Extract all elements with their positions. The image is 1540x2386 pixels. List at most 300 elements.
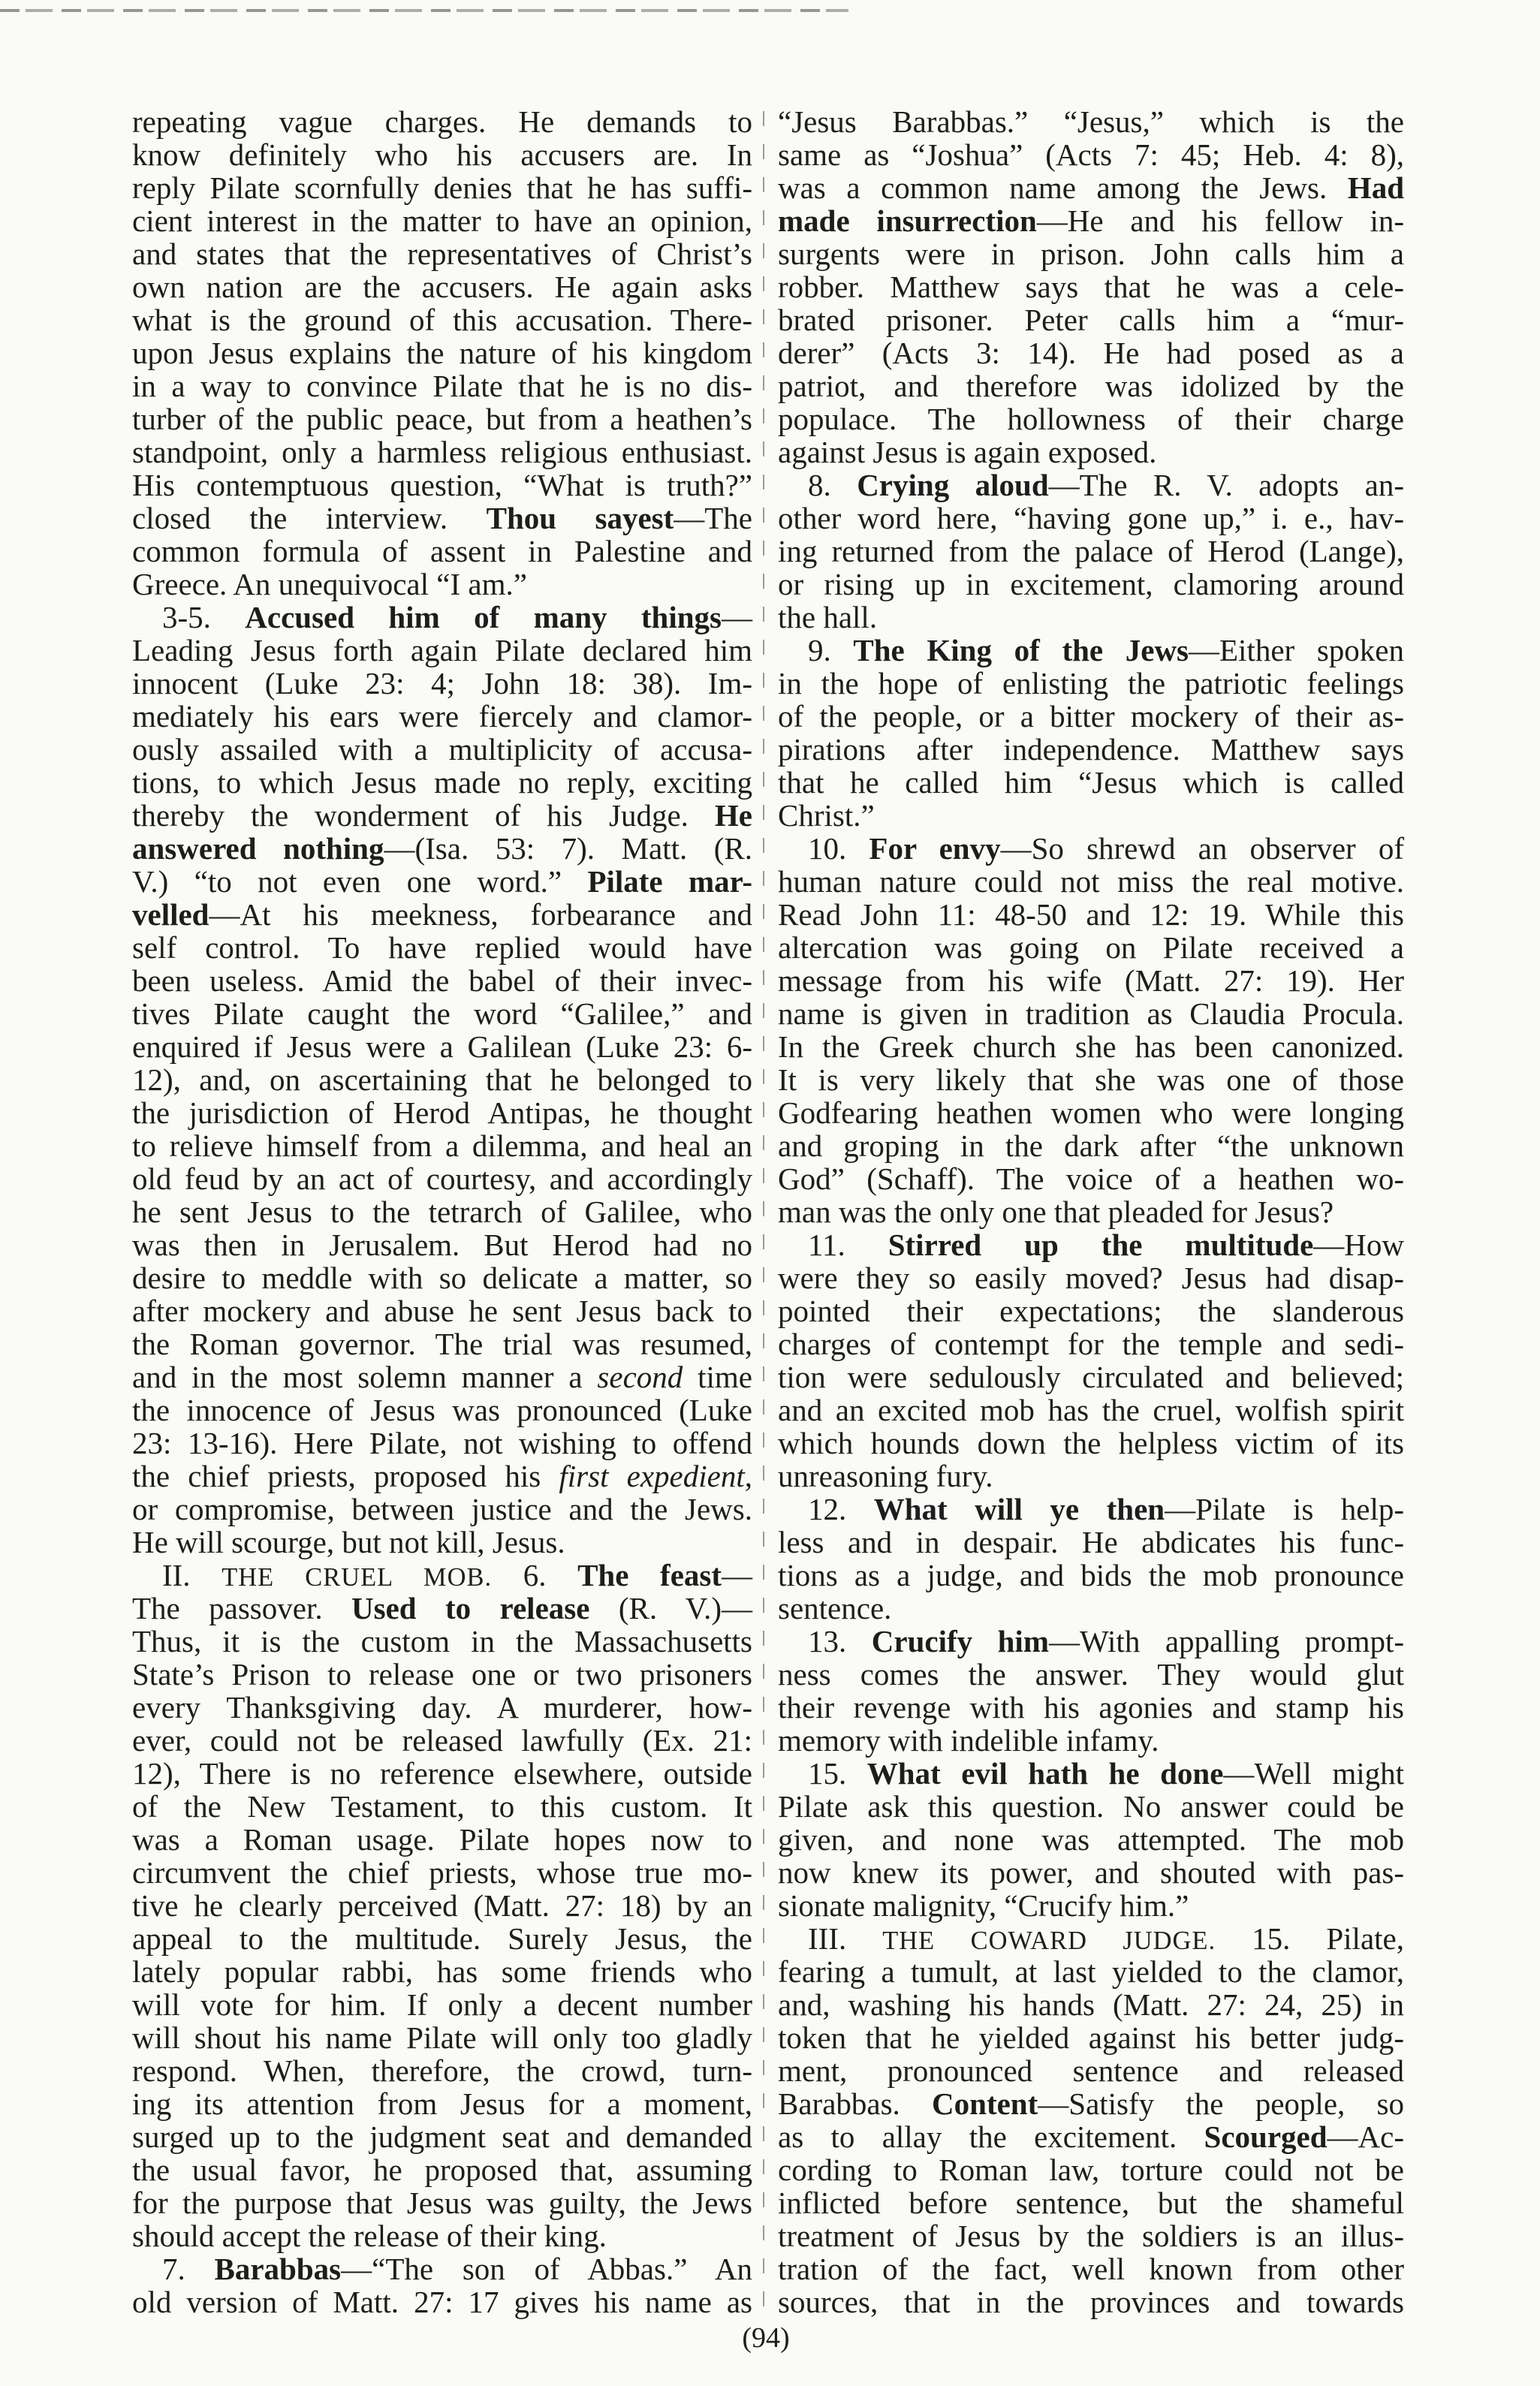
text-line bbox=[778, 766, 1404, 799]
text-run: were they so easily moved? Jesus had disap- bbox=[778, 1261, 1404, 1295]
text-run: will shout his name Pilate will only too gladly bbox=[132, 2020, 752, 2055]
text-run: ness comes the answer. They would glut bbox=[778, 1657, 1404, 1692]
paragraph bbox=[778, 832, 1404, 1228]
text-run: turber of the public peace, but from a heathen’s bbox=[132, 402, 752, 436]
text-run: 12), and, on ascertaining that he belonged to bbox=[132, 1062, 752, 1097]
text-run: been useless. Amid the babel of their invec- bbox=[132, 963, 752, 998]
text-line bbox=[778, 832, 1404, 865]
text-line bbox=[132, 1493, 752, 1526]
text-run: Pilate ask this question. No answer could be bbox=[778, 1789, 1404, 1824]
text-line bbox=[778, 1889, 1404, 1922]
text-run: , bbox=[744, 1459, 752, 1493]
text-line bbox=[778, 502, 1404, 535]
text-run: 15. bbox=[808, 1756, 867, 1791]
text-run: robber. Matthew says that he was a cele- bbox=[778, 270, 1404, 304]
text-run: the Roman governor. The trial was resumed, bbox=[132, 1327, 752, 1361]
text-run: repeating vague charges. He demands to bbox=[132, 104, 752, 139]
text-run: token that he yielded against his better judg- bbox=[778, 2020, 1404, 2055]
text-run: ing its attention from Jesus for a moment, bbox=[132, 2086, 752, 2121]
text-run: —The R. V. adopts an- bbox=[1048, 468, 1405, 502]
text-run: self control. To have replied would have bbox=[132, 930, 752, 965]
text-line bbox=[778, 1790, 1404, 1823]
text-run: The passover. bbox=[132, 1591, 351, 1625]
text-run: ment, pronounced sentence and released bbox=[778, 2053, 1404, 2088]
text-run: — bbox=[722, 1558, 753, 1592]
text-line bbox=[132, 1559, 752, 1592]
text-run: enquired if Jesus were a Galilean (Luke 23: 6- bbox=[132, 1029, 752, 1064]
text-run: pirations after independence. Matthew says bbox=[778, 732, 1404, 767]
bold-term: Accused him of many things bbox=[245, 600, 722, 634]
text-line bbox=[132, 1261, 752, 1294]
text-line bbox=[132, 171, 752, 204]
text-line bbox=[778, 1724, 1404, 1757]
text-run: in the hope of enlisting the patriotic feelings bbox=[778, 666, 1404, 700]
text-run: was a common name among the Jews. bbox=[778, 170, 1348, 205]
text-run: Godfearing heathen women who were longing bbox=[778, 1095, 1404, 1130]
text-run: as to allay the excitement. bbox=[778, 2119, 1204, 2154]
text-line bbox=[132, 1526, 752, 1559]
column-rule bbox=[763, 111, 764, 2320]
paragraph bbox=[132, 1559, 752, 2252]
text-run: name is given in tradition as Claudia Procula. bbox=[778, 996, 1404, 1031]
text-line bbox=[132, 799, 752, 832]
text-line bbox=[132, 766, 752, 799]
text-line bbox=[132, 2219, 752, 2252]
text-run: —Ac- bbox=[1327, 2119, 1404, 2154]
text-line bbox=[778, 2054, 1404, 2087]
text-line bbox=[132, 105, 752, 138]
text-run: Leading Jesus forth again Pilate declared him bbox=[132, 633, 752, 667]
text-line bbox=[778, 1327, 1404, 1360]
text-run: and an excited mob has the cruel, wolfish spirit bbox=[778, 1393, 1404, 1427]
text-run: and in the most solemn manner a bbox=[132, 1360, 598, 1394]
text-line bbox=[132, 1823, 752, 1856]
text-run: the hall. bbox=[778, 600, 878, 634]
text-line bbox=[778, 369, 1404, 402]
text-run: was a Roman usage. Pilate hopes now to bbox=[132, 1822, 752, 1857]
text-line bbox=[132, 336, 752, 369]
text-run: ing returned from the palace of Herod (Lange), bbox=[778, 534, 1404, 568]
text-line bbox=[132, 634, 752, 667]
text-line bbox=[778, 700, 1404, 733]
text-line bbox=[132, 1889, 752, 1922]
text-line bbox=[132, 2285, 752, 2318]
bold-term: Used to release bbox=[351, 1591, 590, 1625]
paragraph bbox=[132, 601, 752, 1559]
text-run: tions, to which Jesus made no reply, exciting bbox=[132, 765, 752, 800]
text-run: —Pilate is help- bbox=[1165, 1492, 1404, 1526]
text-run: the innocence of Jesus was pronounced (Luke bbox=[132, 1393, 752, 1427]
text-run: human nature could not miss the real motive. bbox=[778, 864, 1404, 899]
text-line bbox=[132, 1757, 752, 1790]
text-line bbox=[132, 1360, 752, 1393]
text-line bbox=[132, 1724, 752, 1757]
text-line bbox=[132, 865, 752, 898]
text-run: populace. The hollowness of their charge bbox=[778, 402, 1404, 436]
text-run: Christ.” bbox=[778, 798, 875, 833]
text-run: own nation are the accusers. He again asks bbox=[132, 270, 752, 304]
left-column bbox=[132, 105, 752, 2318]
text-run: innocent (Luke 23: 4; John 18: 38). Im- bbox=[132, 666, 752, 700]
text-line bbox=[132, 2021, 752, 2054]
text-run: or rising up in excitement, clamoring around bbox=[778, 567, 1404, 601]
text-run: will vote for him. If only a decent number bbox=[132, 1987, 752, 2022]
text-line bbox=[778, 2087, 1404, 2120]
paragraph bbox=[778, 634, 1404, 832]
text-line bbox=[778, 1426, 1404, 1460]
text-line bbox=[778, 402, 1404, 435]
text-run: know definitely who his accusers are. In bbox=[132, 137, 752, 172]
text-line bbox=[778, 1063, 1404, 1096]
text-run: less and in despair. He abdicates his func- bbox=[778, 1525, 1404, 1559]
section-heading: THE CRUEL MOB. bbox=[222, 1563, 493, 1592]
text-line bbox=[778, 898, 1404, 931]
text-run: 12), There is no reference elsewhere, outside bbox=[132, 1756, 752, 1791]
text-run: man was the only one that pleaded for Jesus? bbox=[778, 1195, 1334, 1229]
text-line bbox=[778, 1360, 1404, 1393]
text-line bbox=[778, 1261, 1404, 1294]
text-line bbox=[132, 468, 752, 502]
text-run: cient interest in the matter to have an opinion, bbox=[132, 203, 752, 238]
text-run: sentence. bbox=[778, 1591, 892, 1625]
text-line bbox=[132, 997, 752, 1030]
text-line bbox=[778, 468, 1404, 502]
text-run: for the purpose that Jesus was guilty, the Jews bbox=[132, 2186, 752, 2220]
text-run: reply Pilate scornfully denies that he has suffi- bbox=[132, 170, 752, 205]
text-line bbox=[778, 1162, 1404, 1195]
text-line bbox=[778, 138, 1404, 171]
text-line bbox=[132, 1063, 752, 1096]
text-line bbox=[778, 2219, 1404, 2252]
text-run: and states that the representatives of Christ’s bbox=[132, 236, 752, 271]
text-line bbox=[132, 733, 752, 766]
text-run: unreasoning fury. bbox=[778, 1459, 993, 1493]
text-run: mediately his ears were fiercely and clamor- bbox=[132, 699, 752, 734]
text-line bbox=[132, 2054, 752, 2087]
text-run: God” (Schaff). The voice of a heathen wo- bbox=[778, 1161, 1404, 1196]
text-line bbox=[778, 1823, 1404, 1856]
text-run: ever, could not be released lawfully (Ex. 21: bbox=[132, 1723, 752, 1758]
text-run: 8. bbox=[808, 468, 857, 502]
text-run: —How bbox=[1313, 1228, 1404, 1262]
section-heading: THE COWARD JUDGE. bbox=[882, 1927, 1216, 1955]
text-line bbox=[778, 1559, 1404, 1592]
text-run: the chief priests, proposed his bbox=[132, 1459, 559, 1493]
text-line bbox=[778, 1228, 1404, 1261]
right-column bbox=[778, 105, 1404, 2318]
text-run: —The bbox=[674, 501, 753, 535]
scan-edge-mark bbox=[0, 9, 848, 12]
text-line bbox=[778, 1988, 1404, 2021]
bold-term: Stirred up the multitude bbox=[888, 1228, 1314, 1262]
text-line bbox=[778, 1856, 1404, 1889]
bold-term: Had bbox=[1347, 170, 1404, 205]
text-run: sionate malignity, “Crucify him.” bbox=[778, 1888, 1189, 1923]
text-line bbox=[778, 2021, 1404, 2054]
text-run: and groping in the dark after “the unknown bbox=[778, 1128, 1404, 1163]
text-run: derer” (Acts 3: 14). He had posed as a bbox=[778, 336, 1404, 370]
bold-term: The feast bbox=[577, 1558, 722, 1592]
text-run: 15. Pilate, bbox=[1216, 1921, 1404, 1956]
text-line bbox=[132, 1426, 752, 1460]
text-line bbox=[778, 601, 1404, 634]
text-run: 6. bbox=[492, 1558, 578, 1592]
text-line bbox=[132, 369, 752, 402]
text-run: sources, that in the provinces and towards bbox=[778, 2285, 1404, 2319]
text-line bbox=[132, 1922, 752, 1955]
text-run: “Jesus Barabbas.” “Jesus,” which is the bbox=[778, 104, 1404, 139]
text-line bbox=[778, 2252, 1404, 2285]
bold-term: Crucify him bbox=[871, 1624, 1049, 1658]
paragraph bbox=[778, 1493, 1404, 1625]
text-line bbox=[132, 435, 752, 468]
text-line bbox=[778, 2153, 1404, 2186]
text-line bbox=[778, 1757, 1404, 1790]
text-run: Thus, it is the custom in the Massachusetts bbox=[132, 1624, 752, 1658]
text-line bbox=[778, 1393, 1404, 1426]
text-line bbox=[778, 303, 1404, 336]
text-line bbox=[778, 1691, 1404, 1724]
text-run: State’s Prison to release one or two prisoners bbox=[132, 1657, 752, 1692]
text-line bbox=[132, 1955, 752, 1988]
text-run: what is the ground of this accusation. There- bbox=[132, 303, 752, 337]
text-line bbox=[132, 1790, 752, 1823]
text-run: memory with indelible infamy. bbox=[778, 1723, 1159, 1758]
text-run: which hounds down the helpless victim of its bbox=[778, 1426, 1404, 1460]
text-run: (R. V.)— bbox=[589, 1591, 752, 1625]
text-line bbox=[778, 336, 1404, 369]
text-run: 13. bbox=[808, 1624, 872, 1658]
text-line bbox=[778, 733, 1404, 766]
text-run: 11. bbox=[808, 1228, 888, 1262]
text-run: 7. bbox=[162, 2252, 215, 2286]
text-line bbox=[132, 2120, 752, 2153]
text-run: ously assailed with a multiplicity of accusa- bbox=[132, 732, 752, 767]
text-run: —With appalling prompt- bbox=[1048, 1624, 1405, 1658]
text-run: upon Jesus explains the nature of his kingdom bbox=[132, 336, 752, 370]
bold-term: Pilate mar- bbox=[587, 864, 752, 899]
paragraph bbox=[778, 1922, 1404, 2318]
paragraph bbox=[132, 2252, 752, 2318]
text-line bbox=[778, 1922, 1404, 1955]
text-run: tives Pilate caught the word “Galilee,” and bbox=[132, 996, 752, 1031]
text-line bbox=[778, 634, 1404, 667]
text-run: brated prisoner. Peter calls him a “mur- bbox=[778, 303, 1404, 337]
text-line bbox=[778, 1625, 1404, 1658]
text-run: II. bbox=[162, 1558, 222, 1592]
text-run: closed the interview. bbox=[132, 501, 487, 535]
bold-term: Crying aloud bbox=[857, 468, 1049, 502]
text-run: cording to Roman law, torture could not be bbox=[778, 2153, 1404, 2187]
text-run: 10. bbox=[808, 831, 869, 866]
text-line bbox=[132, 1228, 752, 1261]
text-run: 3-5. bbox=[162, 600, 246, 634]
text-line bbox=[778, 865, 1404, 898]
text-line bbox=[132, 1592, 752, 1625]
italic-text: second bbox=[597, 1360, 683, 1394]
text-line bbox=[778, 1294, 1404, 1327]
text-run: treatment of Jesus by the soldiers is an illus- bbox=[778, 2219, 1404, 2253]
text-run: time bbox=[683, 1360, 752, 1394]
text-run: in a way to convince Pilate that he is no dis- bbox=[132, 369, 752, 403]
text-line bbox=[778, 204, 1404, 237]
text-run: 23: 13-16). Here Pilate, not wishing to offend bbox=[132, 1426, 752, 1460]
text-run: —Satisfy the people, so bbox=[1038, 2086, 1404, 2121]
text-run: circumvent the chief priests, whose true mo- bbox=[132, 1855, 752, 1890]
text-run: to relieve himself from a dilemma, and heal an bbox=[132, 1128, 752, 1163]
bold-term: What evil hath he done bbox=[866, 1756, 1224, 1791]
text-line bbox=[778, 1460, 1404, 1493]
bold-term: For envy bbox=[869, 831, 1001, 866]
text-line bbox=[778, 435, 1404, 468]
text-line bbox=[132, 1988, 752, 2021]
text-run: tration of the fact, well known from other bbox=[778, 2252, 1404, 2286]
text-line bbox=[778, 105, 1404, 138]
text-run: His contemptuous question, “What is truth?” bbox=[132, 468, 752, 502]
italic-text: first expedient bbox=[559, 1459, 745, 1493]
text-line bbox=[132, 601, 752, 634]
text-run: standpoint, only a harmless religious enthusiast. bbox=[132, 435, 752, 469]
text-line bbox=[132, 2252, 752, 2285]
text-run: He will scourge, but not kill, Jesus. bbox=[132, 1525, 565, 1559]
text-run: 12. bbox=[808, 1492, 874, 1526]
text-run: same as “Joshua” (Acts 7: 45; Heb. 4: 8), bbox=[778, 137, 1404, 172]
text-line bbox=[778, 171, 1404, 204]
text-run: the jurisdiction of Herod Antipas, he thought bbox=[132, 1095, 752, 1130]
text-run: was then in Jerusalem. But Herod had no bbox=[132, 1228, 752, 1262]
text-run: —Either spoken bbox=[1189, 633, 1404, 667]
text-run: thereby the wonderment of his Judge. bbox=[132, 798, 715, 833]
text-run: or compromise, between justice and the Jews. bbox=[132, 1492, 752, 1526]
text-run: tive he clearly perceived (Matt. 27: 18) by an bbox=[132, 1888, 752, 1923]
text-line bbox=[132, 1625, 752, 1658]
text-line bbox=[132, 1691, 752, 1724]
text-line bbox=[778, 237, 1404, 270]
text-line bbox=[778, 568, 1404, 601]
bold-term: Content bbox=[932, 2086, 1038, 2121]
text-line bbox=[778, 931, 1404, 964]
text-line bbox=[778, 1493, 1404, 1526]
text-line bbox=[778, 1658, 1404, 1691]
text-line bbox=[132, 1856, 752, 1889]
text-line bbox=[778, 1030, 1404, 1063]
text-run: —So shrewd an observer of bbox=[1000, 831, 1404, 866]
text-line bbox=[778, 1955, 1404, 1988]
text-run: other word here, “having gone up,” i. e., hav- bbox=[778, 501, 1404, 535]
text-line bbox=[132, 138, 752, 171]
paragraph bbox=[778, 468, 1404, 634]
text-run: —He and his fellow in- bbox=[1036, 203, 1404, 238]
text-line bbox=[132, 667, 752, 700]
text-line bbox=[132, 535, 752, 568]
text-run: III. bbox=[808, 1921, 883, 1956]
text-run: appeal to the multitude. Surely Jesus, the bbox=[132, 1921, 752, 1956]
text-line bbox=[132, 568, 752, 601]
text-line bbox=[132, 1658, 752, 1691]
text-run: of the people, or a bitter mockery of their as- bbox=[778, 699, 1404, 734]
text-line bbox=[778, 799, 1404, 832]
bold-term: He bbox=[714, 798, 752, 833]
text-line bbox=[778, 1526, 1404, 1559]
text-line bbox=[778, 1129, 1404, 1162]
text-run: common formula of assent in Palestine and bbox=[132, 534, 752, 568]
bold-term: Scourged bbox=[1204, 2119, 1328, 2154]
text-run: It is very likely that she was one of those bbox=[778, 1062, 1404, 1097]
text-run: every Thanksgiving day. A murderer, how- bbox=[132, 1690, 752, 1725]
text-run: 9. bbox=[808, 633, 854, 667]
text-run: inflicted before sentence, but the shameful bbox=[778, 2186, 1404, 2220]
text-run: desire to meddle with so delicate a matter, so bbox=[132, 1261, 752, 1295]
bold-term: velled bbox=[132, 897, 209, 932]
text-line bbox=[778, 270, 1404, 303]
text-run: —(Isa. 53: 7). Matt. (R. bbox=[384, 831, 752, 866]
text-line bbox=[132, 2153, 752, 2186]
text-run: against Jesus is again exposed. bbox=[778, 435, 1157, 469]
text-line bbox=[778, 2285, 1404, 2318]
text-run: lately popular rabbi, has some friends who bbox=[132, 1954, 752, 1989]
paragraph bbox=[778, 1625, 1404, 1757]
text-run: tions as a judge, and bids the mob pronounce bbox=[778, 1558, 1404, 1592]
text-run: pointed their expectations; the slanderous bbox=[778, 1294, 1404, 1328]
text-run: should accept the release of their king. bbox=[132, 2219, 607, 2253]
text-run: given, and none was attempted. The mob bbox=[778, 1822, 1404, 1857]
text-line bbox=[132, 204, 752, 237]
bold-term: answered nothing bbox=[132, 831, 384, 866]
text-line bbox=[778, 667, 1404, 700]
text-line bbox=[132, 1162, 752, 1195]
text-run: their revenge with his agonies and stamp his bbox=[778, 1690, 1404, 1725]
text-run: Greece. An unequivocal “I am.” bbox=[132, 567, 527, 601]
text-run: that he called him “Jesus which is called bbox=[778, 765, 1404, 800]
text-run: — bbox=[722, 600, 753, 634]
text-run: now knew its power, and shouted with pas- bbox=[778, 1855, 1404, 1890]
text-line bbox=[132, 1096, 752, 1129]
text-line bbox=[778, 1592, 1404, 1625]
bold-term: What will ye then bbox=[873, 1492, 1165, 1526]
text-line bbox=[132, 898, 752, 931]
text-run: of the New Testament, to this custom. It bbox=[132, 1789, 752, 1824]
paragraph bbox=[778, 1757, 1404, 1922]
bold-term: Thou sayest bbox=[486, 501, 674, 535]
text-run: In the Greek church she has been canonized. bbox=[778, 1029, 1404, 1064]
text-run: surgents were in prison. John calls him a bbox=[778, 236, 1404, 271]
text-run: respond. When, therefore, the crowd, turn- bbox=[132, 2053, 752, 2088]
text-run: tion were sedulously circulated and believed; bbox=[778, 1360, 1404, 1394]
text-run: charges of contempt for the temple and sedi- bbox=[778, 1327, 1404, 1361]
text-line bbox=[132, 402, 752, 435]
text-run: old version of Matt. 27: 17 gives his name as bbox=[132, 2285, 752, 2319]
text-run: fearing a tumult, at last yielded to the clamor, bbox=[778, 1954, 1404, 1989]
text-line bbox=[778, 1195, 1404, 1228]
bold-term: The King of the Jews bbox=[853, 633, 1189, 667]
text-line bbox=[132, 303, 752, 336]
text-line bbox=[132, 964, 752, 997]
text-run: Read John 11: 48-50 and 12: 19. While this bbox=[778, 897, 1404, 932]
text-line bbox=[132, 1393, 752, 1426]
text-run: patriot, and therefore was idolized by the bbox=[778, 369, 1404, 403]
text-run: surged up to the judgment seat and demanded bbox=[132, 2119, 752, 2154]
text-run: —At his meekness, forbearance and bbox=[209, 897, 752, 932]
text-line bbox=[132, 1195, 752, 1228]
text-line bbox=[132, 1030, 752, 1063]
text-run: message from his wife (Matt. 27: 19). Her bbox=[778, 963, 1404, 998]
text-line bbox=[132, 502, 752, 535]
text-line bbox=[778, 535, 1404, 568]
text-line bbox=[778, 997, 1404, 1030]
paragraph bbox=[778, 105, 1404, 468]
text-line bbox=[132, 2186, 752, 2219]
text-line bbox=[132, 1129, 752, 1162]
